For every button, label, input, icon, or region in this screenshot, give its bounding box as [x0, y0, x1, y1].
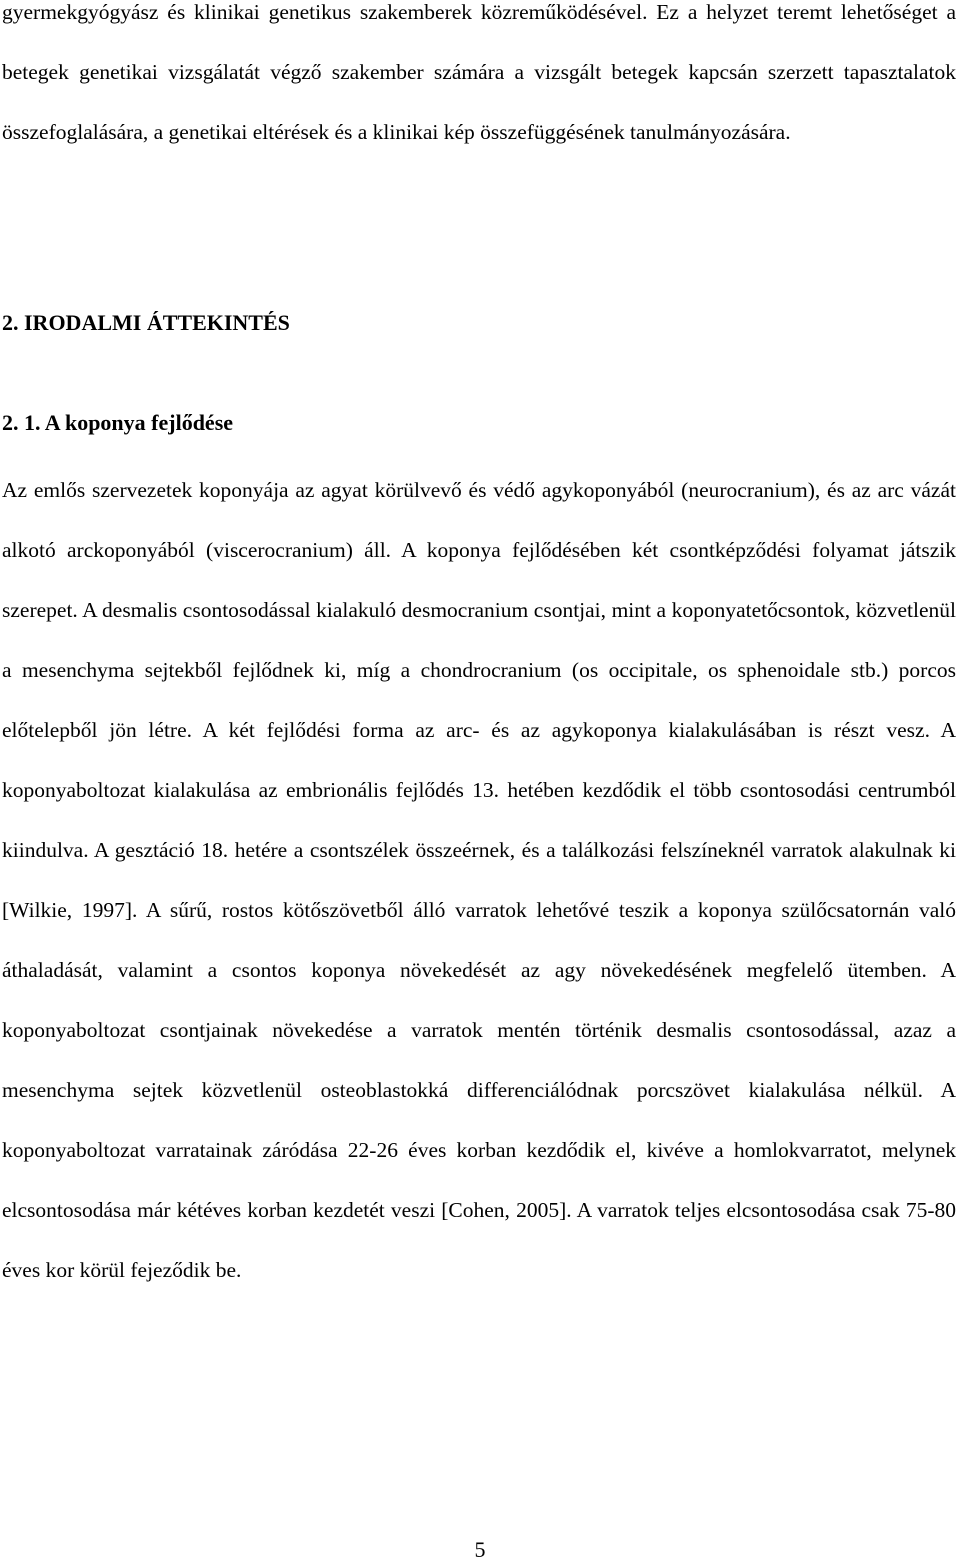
intro-paragraph: gyermekgyógyász és klinikai genetikus szakemberek közreműködésével. Ez a helyzet teremt lehetőséget a betegek genetikai vizsgálatát végző szakember számára a vizsgált betegek kapcsán szerzett tapasztalatok összefoglalására, a genetikai eltérések és a klinikai kép összefüggésének tanulmányozására.	[2, 0, 956, 144]
page-number: 5	[474, 1537, 486, 1562]
section-heading: 2. IRODALMI ÁTTEKINTÉS	[2, 310, 290, 335]
body-paragraph: Az emlős szervezetek koponyája az agyat körülvevő és védő agykoponyából (neurocranium), és az arc vázát alkotó arckoponyából (viscerocranium) áll. A koponya fejlődésében két csontképződési folyamat játszik szerepet. A desmalis csontosodással kialakuló desmocranium csontjai, mint a koponyatetőcsontok, közvetlenül a mesenchyma sejtekből fejlődnek ki, míg a chondrocranium (os occipitale, os sphenoidale stb.) porcos előtelepből jön létre. A két fejlődési forma az arc- és az agykoponya kialakulásában is részt vesz. A koponyaboltozat kialakulása az embrionális fejlődés 13. hetében kezdődik el több csontosodási centrumból kiindulva. A gesztáció 18. hetére a csontszélek összeérnek, és a találkozási felszíneknél varratok alakulnak ki [Wilkie, 1997]. A sűrű, rostos kötőszövetből álló varratok lehetővé teszik a koponya szülőcsatornán való áthaladását, valamint a csontos koponya növekedését az agy növekedésének megfelelő ütemben. A koponyaboltozat csontjainak növekedése a varratok mentén történik desmalis csontosodással, azaz a mesenchyma sejtek közvetlenül osteoblastokká differenciálódnak porcszövet kialakulása nélkül. A koponyaboltozat varratainak záródása 22-26 éves korban kezdődik el, kivéve a homlokvarratot, melynek elcsontosodása már kétéves korban kezdetét veszi [Cohen, 2005]. A varratok teljes elcsontosodása csak 75-80 éves kor körül fejeződik be.	[2, 478, 956, 1282]
subsection-heading: 2. 1. A koponya fejlődése	[2, 410, 234, 435]
